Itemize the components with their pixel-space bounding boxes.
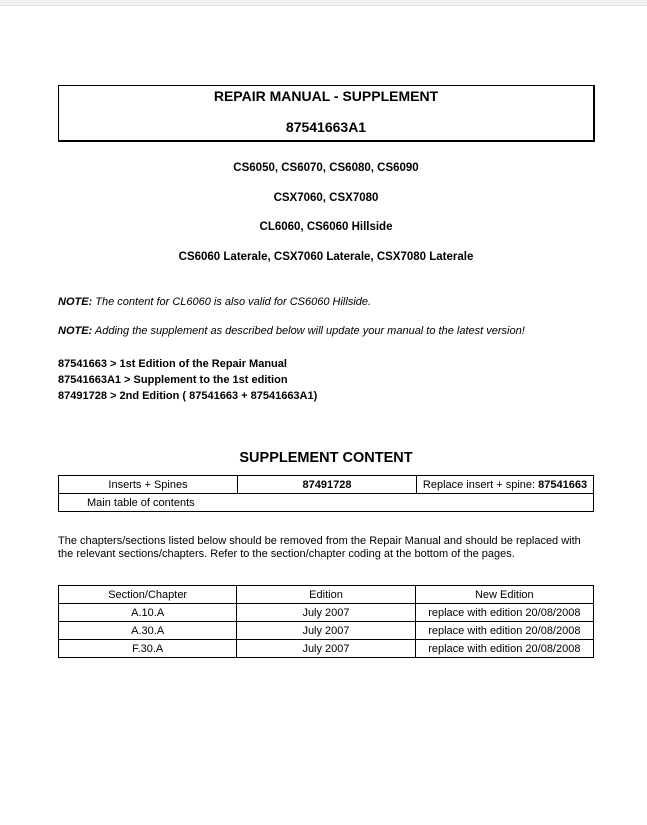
sections-table — [58, 585, 594, 658]
table-cell: A.30.A — [59, 622, 237, 640]
model-line: CSX7060, CSX7080 — [273, 192, 379, 204]
supplement-content-table — [58, 475, 594, 512]
instructions-paragraph: The chapters/sections listed below should be removed from the Repair Manual and should be replaced with the relevant sections/chapters. Refer to the section/chapter coding at the bottom of the pages. — [58, 535, 581, 560]
table-cell: Main table of contents — [59, 494, 417, 512]
table-cell: replace with edition 20/08/2008 — [415, 604, 593, 622]
viewer-top-bar — [0, 0, 647, 6]
model-line: CS6050, CS6070, CS6080, CS6090 — [233, 162, 419, 174]
table-row — [59, 494, 594, 512]
document-code: 87541663A1 — [285, 119, 367, 135]
table-header-row — [59, 586, 594, 604]
note-label: NOTE: — [58, 296, 93, 308]
column-header: New Edition — [415, 586, 593, 604]
table-cell: A.10.A — [59, 604, 237, 622]
edition-line: 87541663A1 > Supplement to the 1st edition — [58, 374, 288, 386]
column-header: Section/Chapter — [59, 586, 237, 604]
table-cell — [417, 476, 594, 494]
table-cell — [417, 494, 594, 512]
note-label: NOTE: — [58, 325, 93, 337]
note-update — [58, 325, 598, 337]
document-title: REPAIR MANUAL - SUPPLEMENT — [213, 88, 439, 104]
edition-line: 87541663 > 1st Edition of the Repair Manual — [58, 358, 287, 370]
table-row — [59, 640, 594, 658]
table-row — [59, 622, 594, 640]
table-cell: 87491728 — [238, 476, 417, 494]
note-text: Adding the supplement as described below will update your manual to the latest version! — [92, 325, 525, 337]
table-cell: replace with edition 20/08/2008 — [415, 640, 593, 658]
note-hillside — [58, 296, 598, 308]
table-cell: July 2007 — [237, 640, 415, 658]
model-line: CL6060, CS6060 Hillside — [259, 221, 393, 233]
table-cell: July 2007 — [237, 604, 415, 622]
model-line: CS6060 Laterale, CSX7060 Laterale, CSX7080 Laterale — [178, 251, 474, 263]
table-cell: replace with edition 20/08/2008 — [415, 622, 593, 640]
table-row — [59, 604, 594, 622]
replace-code: 87541663 — [538, 478, 588, 491]
table-row — [59, 476, 594, 494]
edition-line: 87491728 > 2nd Edition ( 87541663 + 87541663A1) — [58, 390, 318, 402]
title-box — [58, 85, 595, 142]
column-header: Edition — [237, 586, 415, 604]
table-cell: F.30.A — [59, 640, 237, 658]
table-cell: Inserts + Spines — [59, 476, 238, 494]
table-cell: July 2007 — [237, 622, 415, 640]
replace-label: Replace insert + spine: — [422, 478, 539, 491]
note-text: The content for CL6060 is also valid for CS6060 Hillside. — [92, 296, 372, 308]
supplement-heading: SUPPLEMENT CONTENT — [239, 450, 413, 466]
